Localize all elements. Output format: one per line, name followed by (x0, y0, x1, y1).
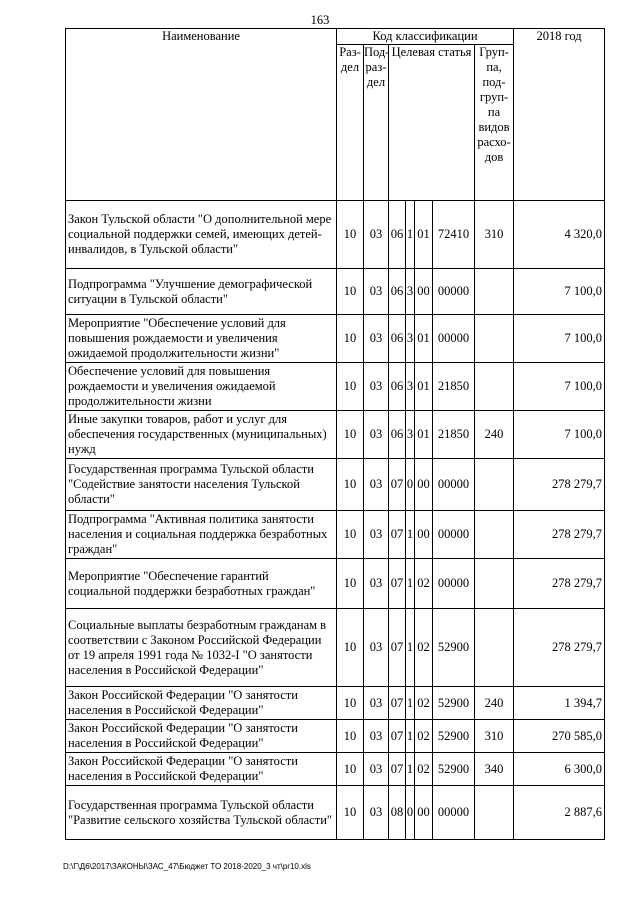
row-name: Мероприятие "Обеспечение гарантий социальной поддержки безработных граждан" (66, 559, 337, 609)
row-target-program: 06 (389, 269, 406, 315)
header-target-item: Целевая статья (389, 45, 475, 201)
row-target-program: 06 (389, 201, 406, 269)
row-target-subprogram: 1 (406, 720, 415, 753)
row-target-program: 07 (389, 459, 406, 511)
row-target-program: 07 (389, 753, 406, 786)
row-target-subprogram: 0 (406, 459, 415, 511)
table-row (66, 315, 605, 363)
row-target-measure: 01 (415, 411, 433, 459)
row-section: 10 (337, 559, 364, 609)
row-target-measure: 00 (415, 269, 433, 315)
row-expense-group: 240 (475, 687, 514, 720)
row-section: 10 (337, 459, 364, 511)
row-name: Иные закупки товаров, работ и услуг для обеспечения государственных (муниципальных) нужд (66, 411, 337, 459)
row-target-measure: 01 (415, 201, 433, 269)
row-section: 10 (337, 687, 364, 720)
table-row (66, 511, 605, 559)
row-target-program: 06 (389, 363, 406, 411)
row-name: Закон Российской Федерации "О занятости населения в Российской Федерации" (66, 753, 337, 786)
row-target-direction: 00000 (433, 511, 475, 559)
budget-table (65, 28, 605, 840)
row-subsection: 03 (364, 687, 389, 720)
row-amount: 4 320,0 (514, 201, 605, 269)
row-name: Государственная программа Тульской области "Развитие сельского хозяйства Тульской области" (66, 786, 337, 840)
row-target-program: 06 (389, 411, 406, 459)
row-target-subprogram: 3 (406, 363, 415, 411)
row-target-direction: 52900 (433, 609, 475, 687)
row-subsection: 03 (364, 411, 389, 459)
row-subsection: 03 (364, 363, 389, 411)
row-amount: 278 279,7 (514, 511, 605, 559)
table-row (66, 786, 605, 840)
row-name: Закон Российской Федерации "О занятости населения в Российской Федерации" (66, 720, 337, 753)
row-subsection: 03 (364, 269, 389, 315)
row-amount: 7 100,0 (514, 363, 605, 411)
row-amount: 6 300,0 (514, 753, 605, 786)
row-subsection: 03 (364, 459, 389, 511)
row-name: Подпрограмма "Улучшение демографической ситуации в Тульской области" (66, 269, 337, 315)
table-row (66, 687, 605, 720)
row-target-measure: 00 (415, 511, 433, 559)
row-target-program: 07 (389, 687, 406, 720)
row-amount: 7 100,0 (514, 315, 605, 363)
table-row (66, 720, 605, 753)
footer-file-path: D:\Г\Д6\2017\ЗАКОНЫ\ЗАС_47\Бюджет ТО 2018-2020_3 чт\pr10.xls (63, 862, 311, 871)
row-expense-group: 310 (475, 201, 514, 269)
row-name: Закон Тульской области "О дополнительной мере социальной поддержки семей, имеющих детей-инвалидов, в Тульской области" (66, 201, 337, 269)
row-target-program: 07 (389, 720, 406, 753)
row-expense-group (475, 609, 514, 687)
row-subsection: 03 (364, 753, 389, 786)
row-name: Подпрограмма "Активная политика занятости населения и социальная поддержка безработных граждан" (66, 511, 337, 559)
row-target-measure: 02 (415, 720, 433, 753)
page-number: 163 (310, 13, 330, 27)
header-year: 2018 год (514, 29, 605, 201)
row-target-direction: 00000 (433, 269, 475, 315)
row-expense-group: 310 (475, 720, 514, 753)
row-subsection: 03 (364, 786, 389, 840)
table-row (66, 269, 605, 315)
row-target-subprogram: 1 (406, 201, 415, 269)
row-section: 10 (337, 753, 364, 786)
row-amount: 7 100,0 (514, 411, 605, 459)
row-target-subprogram: 0 (406, 786, 415, 840)
row-expense-group (475, 363, 514, 411)
header-expense-group: Груп- па, под- груп- па видов расхо- дов (475, 45, 514, 201)
row-target-direction: 00000 (433, 459, 475, 511)
row-target-subprogram: 1 (406, 753, 415, 786)
row-amount: 270 585,0 (514, 720, 605, 753)
row-target-subprogram: 3 (406, 411, 415, 459)
row-target-program: 08 (389, 786, 406, 840)
row-target-direction: 00000 (433, 786, 475, 840)
row-name: Государственная программа Тульской области "Содействие занятости населения Тульской области" (66, 459, 337, 511)
row-target-subprogram: 3 (406, 315, 415, 363)
row-expense-group (475, 269, 514, 315)
row-amount: 278 279,7 (514, 609, 605, 687)
row-target-measure: 02 (415, 687, 433, 720)
row-expense-group (475, 511, 514, 559)
table-row (66, 753, 605, 786)
row-section: 10 (337, 511, 364, 559)
row-target-direction: 52900 (433, 753, 475, 786)
row-target-measure: 00 (415, 786, 433, 840)
row-target-direction: 00000 (433, 559, 475, 609)
header-classification: Код классификации (337, 29, 514, 45)
row-section: 10 (337, 609, 364, 687)
row-section: 10 (337, 786, 364, 840)
row-target-program: 07 (389, 609, 406, 687)
row-subsection: 03 (364, 720, 389, 753)
table-row (66, 411, 605, 459)
row-target-direction: 21850 (433, 363, 475, 411)
header-subsection: Под- раз- дел (364, 45, 389, 201)
row-expense-group (475, 786, 514, 840)
row-expense-group (475, 559, 514, 609)
row-target-measure: 02 (415, 753, 433, 786)
row-section: 10 (337, 363, 364, 411)
row-expense-group: 240 (475, 411, 514, 459)
table-row (66, 559, 605, 609)
row-target-subprogram: 1 (406, 609, 415, 687)
row-target-measure: 02 (415, 559, 433, 609)
row-target-direction: 21850 (433, 411, 475, 459)
row-target-direction: 72410 (433, 201, 475, 269)
header-name: Наименование (66, 29, 337, 201)
row-target-direction: 52900 (433, 687, 475, 720)
row-expense-group (475, 315, 514, 363)
row-subsection: 03 (364, 559, 389, 609)
row-name: Обеспечение условий для повышения рождаемости и увеличения ожидаемой продолжительности жизни (66, 363, 337, 411)
row-expense-group: 340 (475, 753, 514, 786)
row-subsection: 03 (364, 609, 389, 687)
row-section: 10 (337, 201, 364, 269)
row-amount: 278 279,7 (514, 459, 605, 511)
row-target-subprogram: 1 (406, 559, 415, 609)
row-amount: 1 394,7 (514, 687, 605, 720)
row-name: Социальные выплаты безработным гражданам в соответствии с Законом Российской Федерации от 19 апреля 1991 года № 1032-I "О занятости населения в Российской Федерации" (66, 609, 337, 687)
row-expense-group (475, 459, 514, 511)
row-subsection: 03 (364, 511, 389, 559)
row-target-program: 06 (389, 315, 406, 363)
row-section: 10 (337, 411, 364, 459)
row-target-measure: 02 (415, 609, 433, 687)
row-target-measure: 00 (415, 459, 433, 511)
row-target-direction: 00000 (433, 315, 475, 363)
row-section: 10 (337, 315, 364, 363)
row-name: Закон Российской Федерации "О занятости населения в Российской Федерации" (66, 687, 337, 720)
row-target-subprogram: 3 (406, 269, 415, 315)
table-row (66, 201, 605, 269)
row-target-direction: 52900 (433, 720, 475, 753)
row-target-measure: 01 (415, 315, 433, 363)
row-target-program: 07 (389, 511, 406, 559)
row-section: 10 (337, 720, 364, 753)
row-section: 10 (337, 269, 364, 315)
table-row (66, 459, 605, 511)
row-amount: 2 887,6 (514, 786, 605, 840)
row-target-measure: 01 (415, 363, 433, 411)
row-subsection: 03 (364, 201, 389, 269)
row-amount: 278 279,7 (514, 559, 605, 609)
table-row (66, 363, 605, 411)
row-name: Мероприятие "Обеспечение условий для повышения рождаемости и увеличения ожидаемой продолжительности жизни" (66, 315, 337, 363)
row-target-subprogram: 1 (406, 687, 415, 720)
row-target-program: 07 (389, 559, 406, 609)
row-amount: 7 100,0 (514, 269, 605, 315)
row-target-subprogram: 1 (406, 511, 415, 559)
row-subsection: 03 (364, 315, 389, 363)
table-row (66, 609, 605, 687)
header-section: Раз- дел (337, 45, 364, 201)
